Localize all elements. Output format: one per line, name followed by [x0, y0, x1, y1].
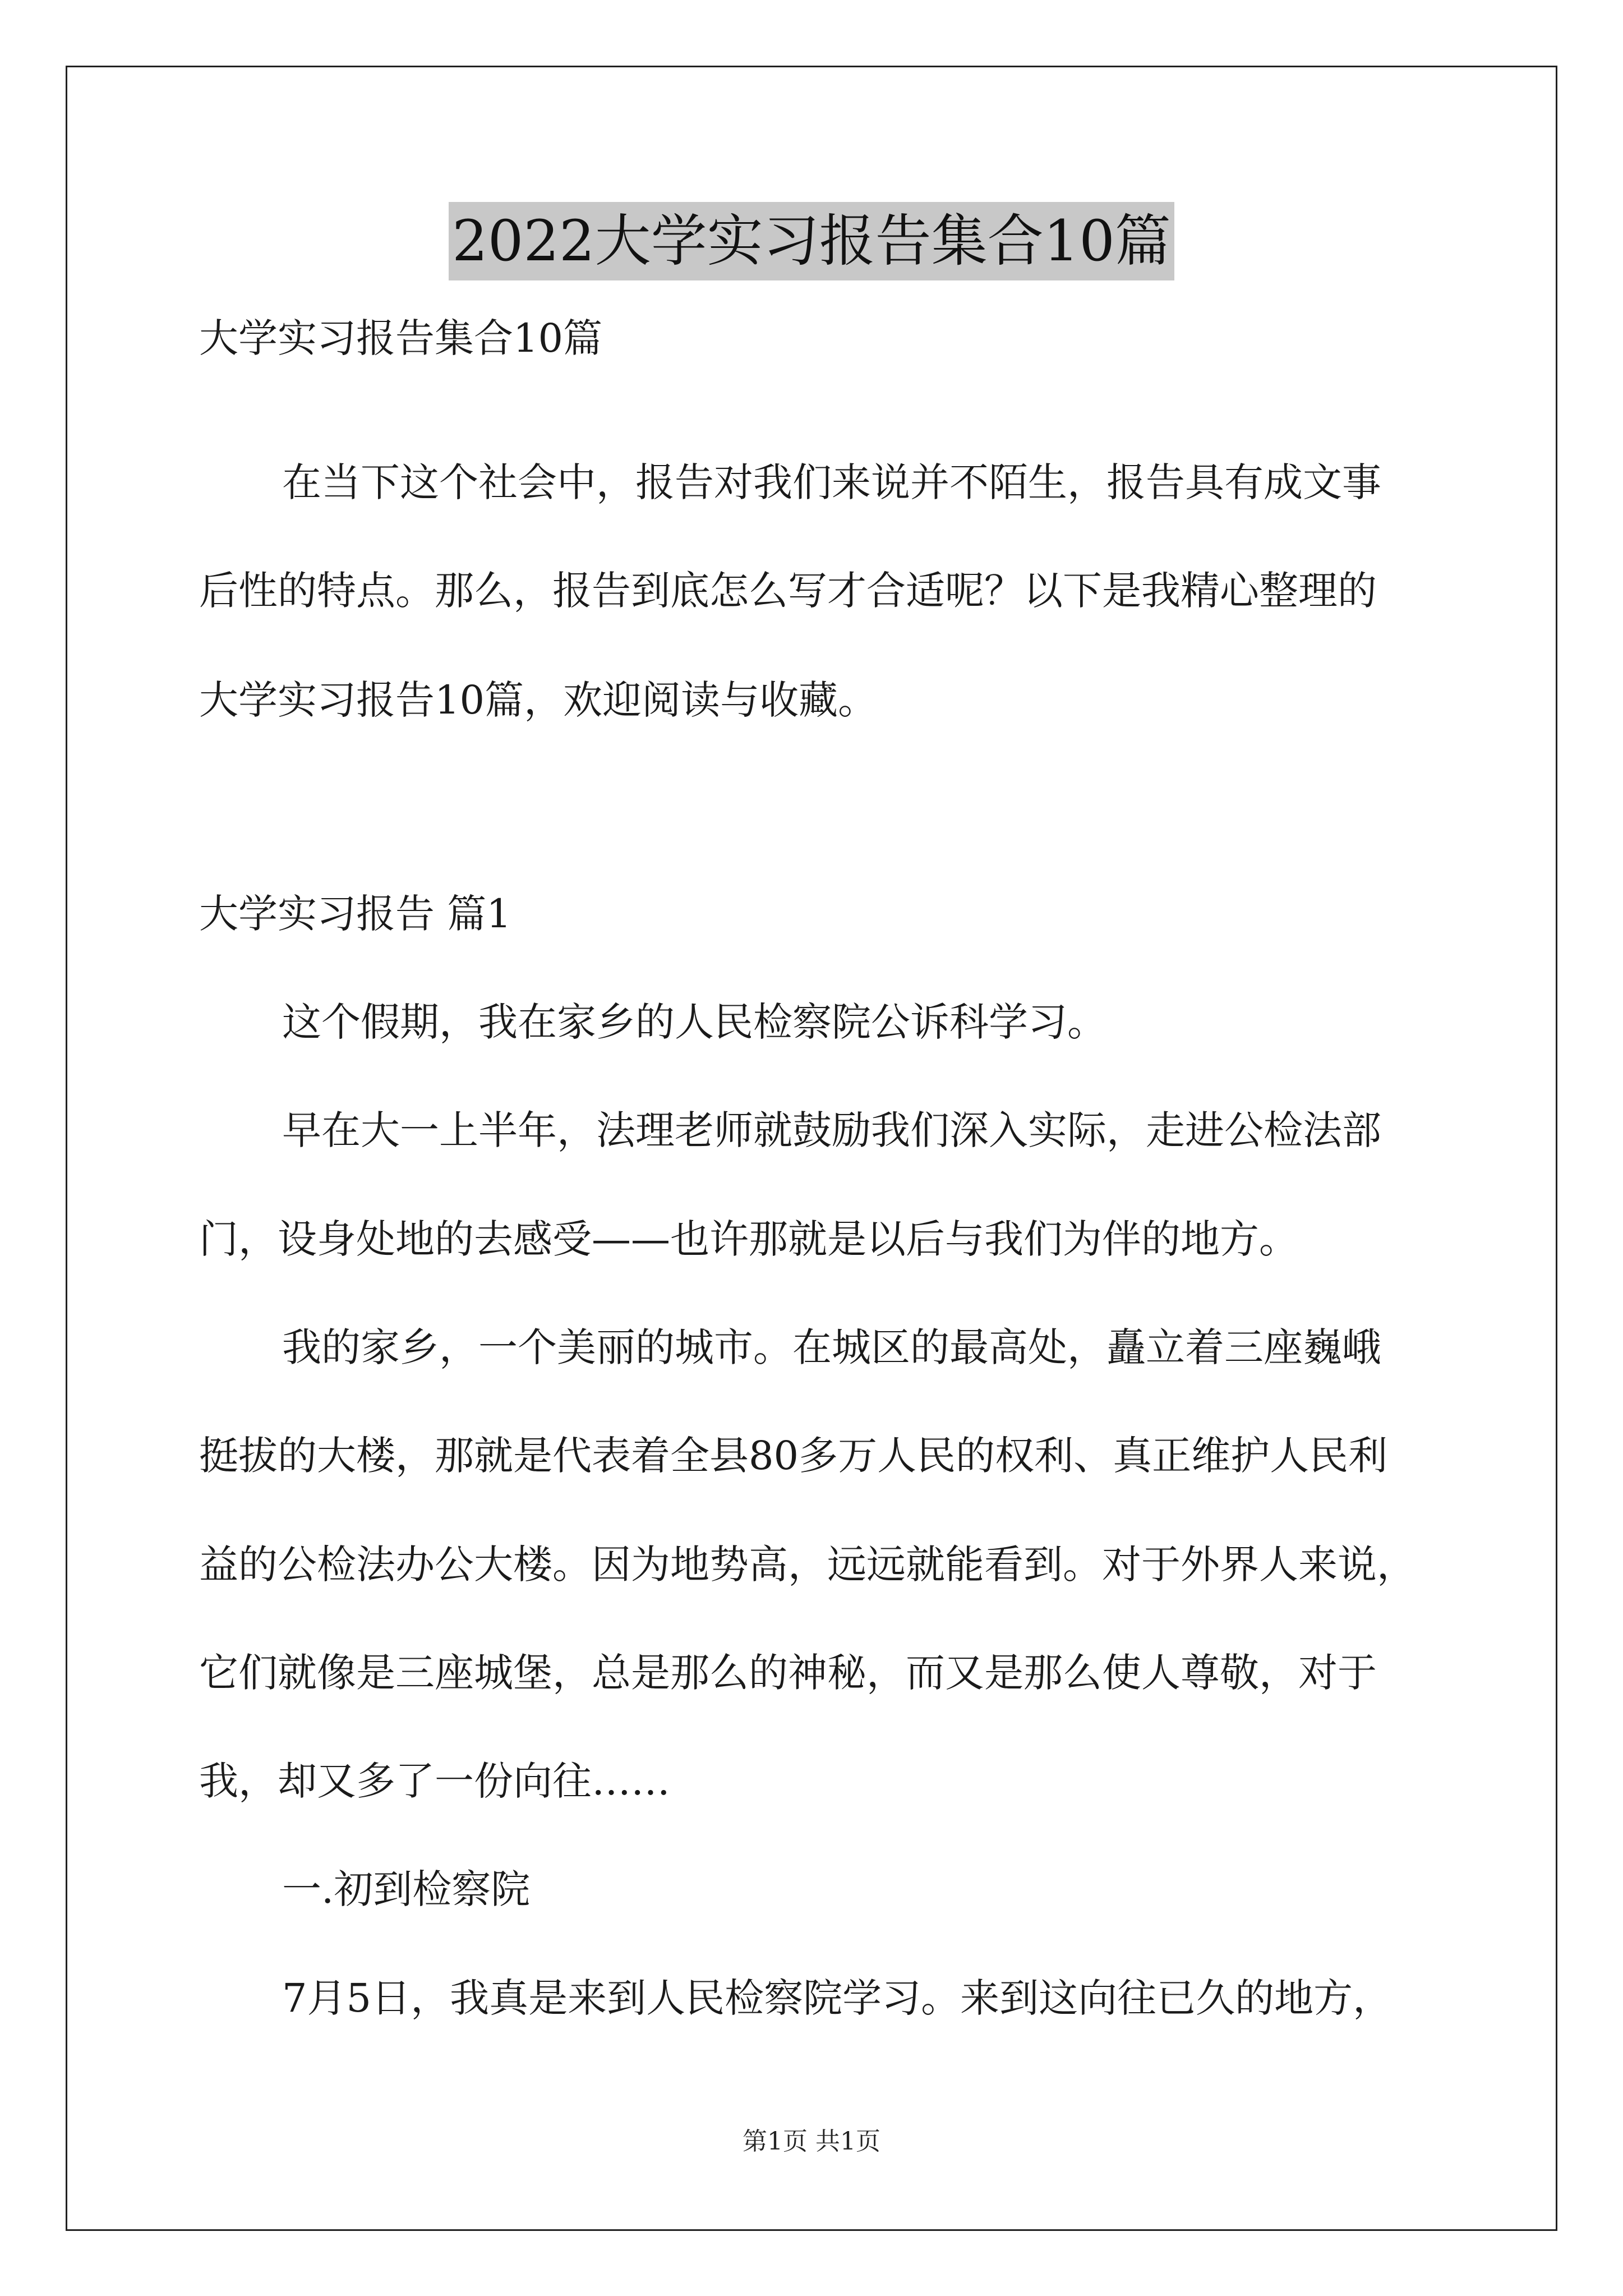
paragraph-line: 后性的特点。那么，报告到底怎么写才合适呢？以下是我精心整理的 [199, 568, 1377, 614]
paragraph-line: 挺拔的大楼，那就是代表着全县80多万人民的权利、真正维护人民利 [199, 1433, 1388, 1479]
page-footer: 第1页 共1页 [743, 2127, 880, 2156]
paragraph-line: 门，设身处地的去感受——也许那就是以后与我们为伴的地方。 [199, 1216, 1298, 1262]
subsection-heading: 一.初到检察院 [282, 1866, 531, 1912]
paragraph-line: 我，却又多了一份向往…… [199, 1758, 670, 1804]
paragraph-line: 7月5日，我真是来到人民检察院学习。来到这向往已久的地方， [282, 1975, 1393, 2021]
paragraph-line: 早在大一上半年，法理老师就鼓励我们深入实际，走进公检法部 [282, 1107, 1381, 1153]
paragraph-line: 我的家乡，一个美丽的城市。在城区的最高处，矗立着三座巍峨 [282, 1324, 1381, 1370]
title-container [0, 202, 1623, 280]
section-heading: 大学实习报告 篇1 [199, 891, 511, 937]
document-title: 2022大学实习报告集合10篇 [449, 202, 1174, 280]
subtitle-line: 大学实习报告集合10篇 [199, 315, 603, 361]
paragraph-line: 它们就像是三座城堡，总是那么的神秘，而又是那么使人尊敬，对于 [199, 1650, 1377, 1696]
paragraph-line: 在当下这个社会中，报告对我们来说并不陌生，报告具有成文事 [282, 459, 1381, 505]
paragraph-line: 大学实习报告10篇，欢迎阅读与收藏。 [199, 677, 878, 723]
paragraph-line: 益的公检法办公大楼。因为地势高，远远就能看到。对于外界人来说， [199, 1542, 1416, 1588]
paragraph-line: 这个假期，我在家乡的人民检察院公诉科学习。 [282, 999, 1106, 1045]
